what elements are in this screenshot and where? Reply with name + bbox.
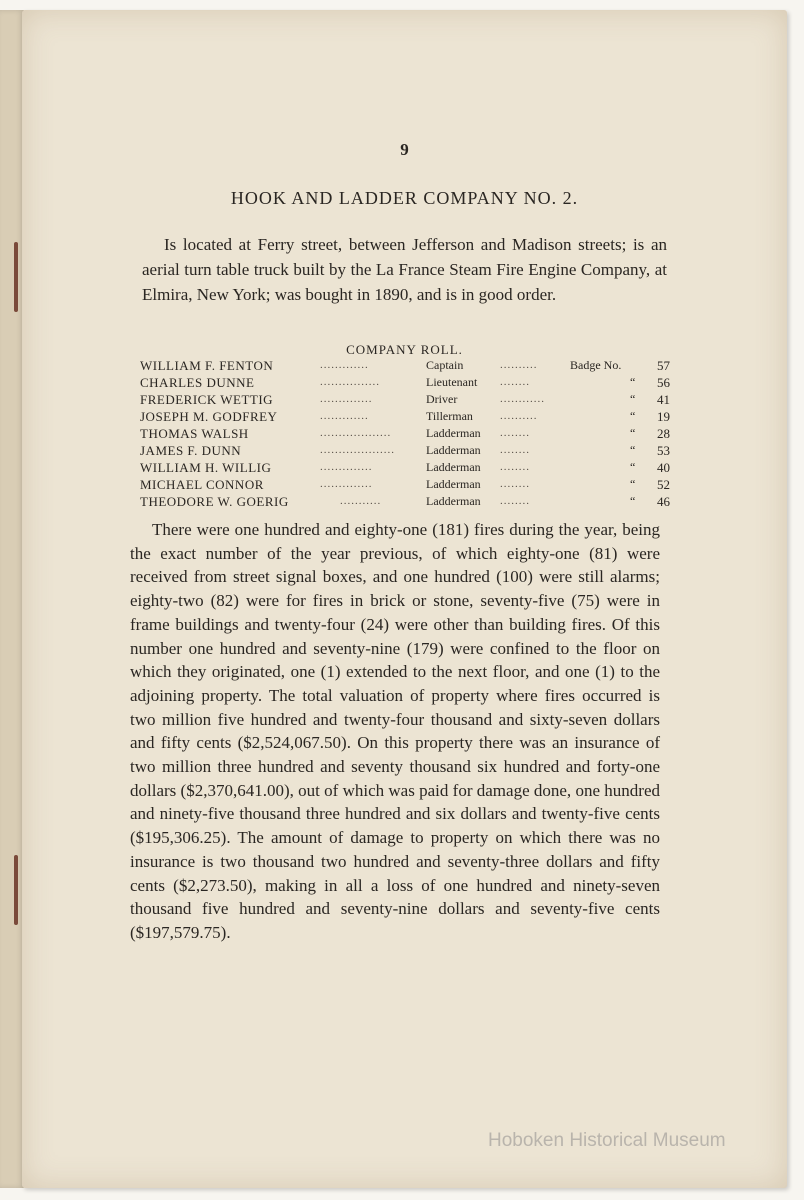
badge-label: “	[630, 477, 636, 491]
section-heading: HOOK AND LADDER COMPANY NO. 2.	[230, 188, 579, 208]
roll-row	[140, 408, 670, 425]
roll-row	[140, 391, 670, 408]
badge-label: “	[630, 460, 636, 474]
member-rank: Driver	[426, 392, 458, 406]
badge-number: 52	[657, 477, 670, 492]
roll-row	[140, 493, 670, 510]
member-rank: Captain	[426, 358, 464, 372]
member-rank: Tillerman	[426, 409, 473, 423]
badge-number: 46	[657, 494, 670, 509]
badge-number: 41	[657, 392, 670, 407]
member-rank: Ladderman	[426, 426, 481, 440]
member-name: JAMES F. DUNN	[140, 443, 242, 458]
member-name: WILLIAM F. FENTON	[140, 358, 274, 373]
leader-dots: ...........	[340, 495, 382, 507]
badge-number: 53	[657, 443, 670, 458]
badge-label: “	[630, 375, 636, 389]
roll-row	[140, 442, 670, 459]
badge-number: 28	[657, 426, 670, 441]
leader-dots: ........	[500, 461, 530, 473]
member-name: THOMAS WALSH	[140, 426, 249, 441]
badge-number: 57	[657, 358, 670, 373]
badge-label: Badge No.	[570, 358, 622, 372]
member-name: WILLIAM H. WILLIG	[140, 460, 272, 475]
badge-number: 40	[657, 460, 670, 475]
document-page	[22, 10, 787, 1188]
leader-dots: ..............	[320, 393, 373, 405]
leader-dots: ............	[500, 393, 545, 405]
leader-dots: ..............	[320, 478, 373, 490]
member-name: THEODORE W. GOERIG	[140, 494, 289, 509]
roll-row	[140, 476, 670, 493]
badge-label: “	[630, 409, 636, 423]
company-roll-table	[140, 357, 670, 510]
member-rank: Ladderman	[426, 443, 481, 457]
member-name: JOSEPH M. GODFREY	[140, 409, 278, 424]
leader-dots: .............	[320, 359, 369, 371]
page-number: 9	[400, 140, 409, 159]
leader-dots: ................	[320, 376, 380, 388]
leader-dots: ..........	[500, 410, 538, 422]
leader-dots: ..........	[500, 359, 538, 371]
leader-dots: .............	[320, 410, 369, 422]
body-paragraph: There were one hundred and eighty-one (181) fires during the year, being the exact number of the year previous, of which eighty-one (81) were received from street signal boxes, and one hundred (100) were still alarms; eighty-two (82) were for fires in brick or stone, seventy-five (75) were in frame buildings and twenty-four (24) were other than building fires. Of this number one hundred and seventy-nine (179) were confined to the floor on which they originated, one (1) extended to the next floor, and one (1) to the adjoining property. The total valuation of property where fires occurred is two million five hundred and twenty-four thousand and sixty-seven dollars and fifty cents ($2,524,067.50). On this property there was an insurance of two million three hundred and seventy thousand six hundred and forty-one dollars ($2,370,641.00), out of which was paid for damage done, one hundred and ninety-five thousand three hundred and six dollars and twenty-five cents ($195,306.25). The amount of damage to property on which there was no insurance is two thousand two hundred and seventy-three dollars and fifty cents ($2,273.50), making in all a loss of one hundred and ninety-seven thousand five hundred and seventy-nine dollars and seventy-five cents ($197,579.75).	[130, 520, 660, 942]
member-rank: Ladderman	[426, 494, 481, 508]
roll-row	[140, 374, 670, 391]
leader-dots: ........	[500, 478, 530, 490]
roll-row	[140, 425, 670, 442]
member-name: FREDERICK WETTIG	[140, 392, 274, 407]
leader-dots: ........	[500, 495, 530, 507]
member-name: MICHAEL CONNOR	[140, 477, 264, 492]
member-rank: Lieutenant	[426, 375, 478, 389]
badge-label: “	[630, 392, 636, 406]
leader-dots: ..............	[320, 461, 373, 473]
roll-row	[140, 459, 670, 476]
member-name: CHARLES DUNNE	[140, 375, 255, 390]
roll-row	[140, 357, 670, 374]
binding-thread	[14, 855, 18, 925]
leader-dots: ....................	[320, 444, 395, 456]
leader-dots: ...................	[320, 427, 392, 439]
intro-paragraph: Is located at Ferry street, between Jefferson and Madison streets; is an aerial turn table truck built by the La France Steam Fire Engine Company, at Elmira, New York; was bought in 1890, and is in good order.	[142, 235, 667, 304]
member-rank: Ladderman	[426, 460, 481, 474]
leader-dots: ........	[500, 444, 530, 456]
page-spine	[0, 10, 24, 1188]
badge-label: “	[630, 426, 636, 440]
leader-dots: ........	[500, 376, 530, 388]
badge-number: 56	[657, 375, 670, 390]
leader-dots: ........	[500, 427, 530, 439]
company-roll-title: COMPANY ROLL.	[346, 342, 463, 357]
badge-number: 19	[657, 409, 670, 424]
badge-label: “	[630, 443, 636, 457]
member-rank: Ladderman	[426, 477, 481, 491]
museum-watermark: Hoboken Historical Museum	[488, 1130, 726, 1151]
binding-thread	[14, 242, 18, 312]
badge-label: “	[630, 494, 636, 508]
